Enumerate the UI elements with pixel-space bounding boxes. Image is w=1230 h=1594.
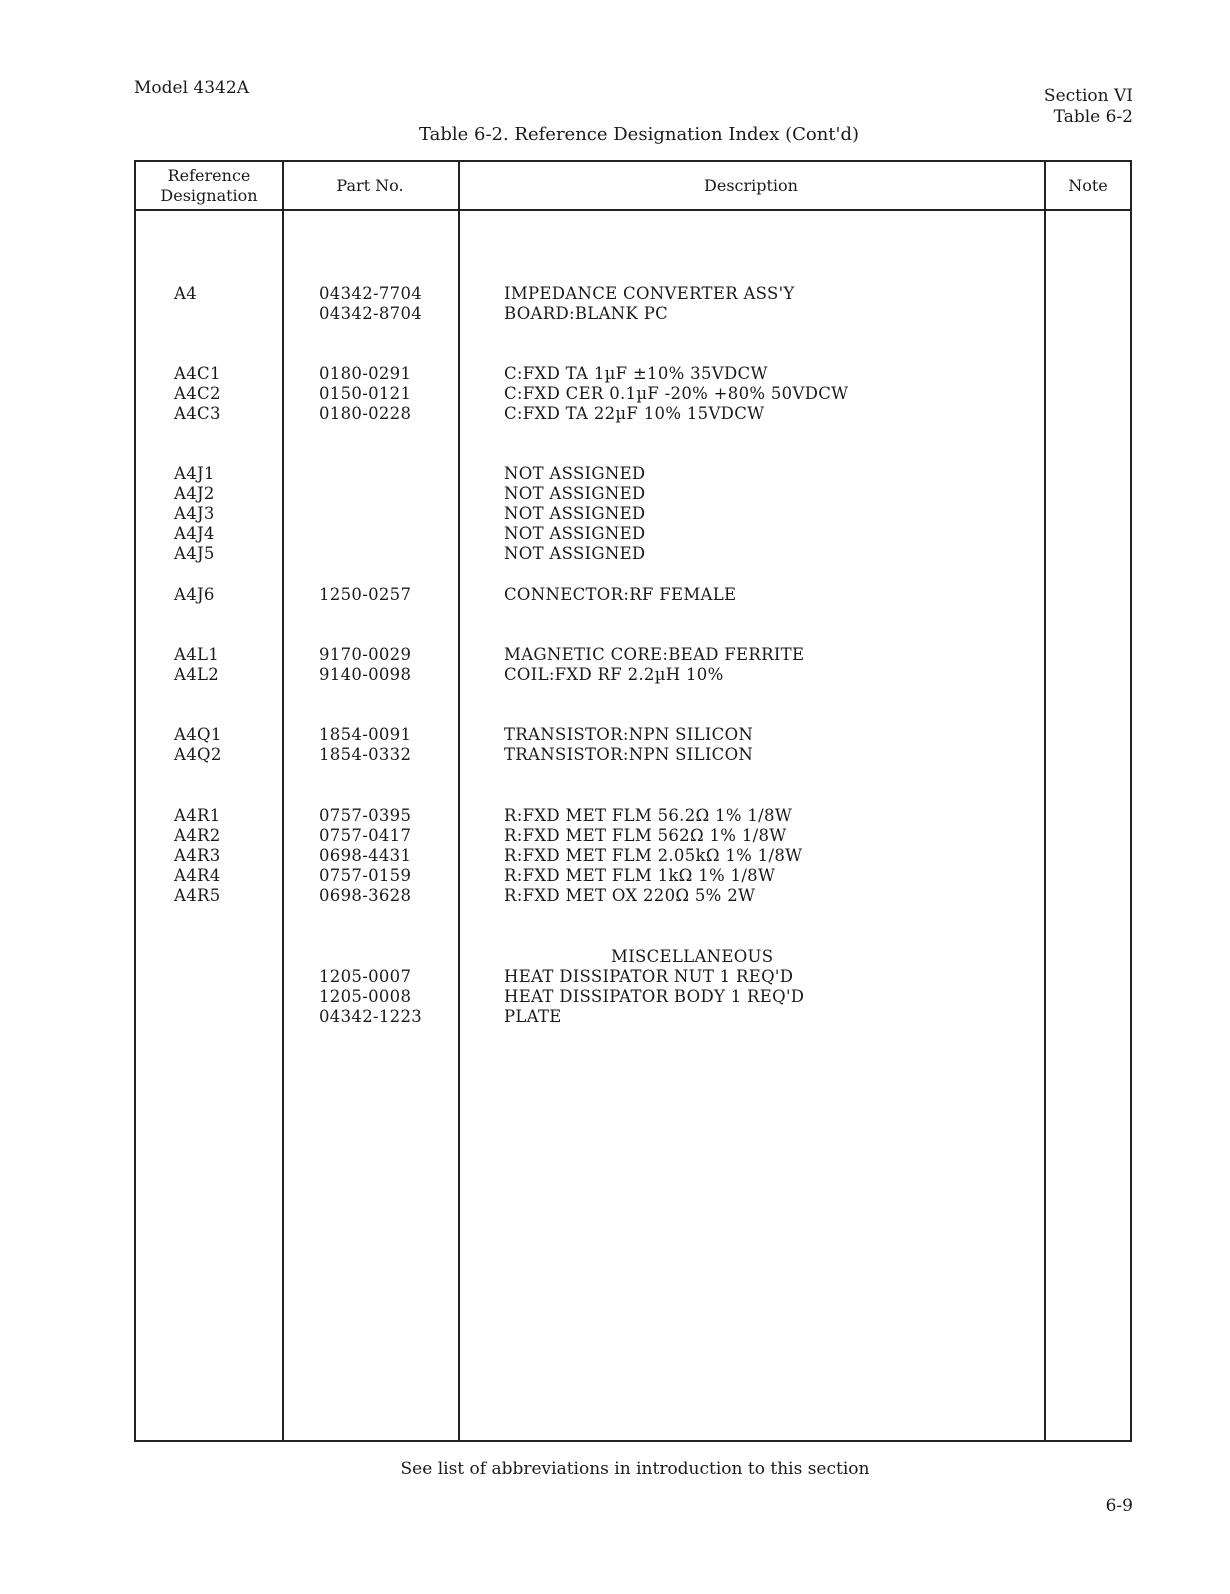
ref-cell: A4R1 [174, 806, 221, 825]
part-cell: 0180-0228 [319, 404, 412, 423]
desc-cell: R:FXD MET OX 220Ω 5% 2W [504, 886, 756, 905]
table-row [134, 967, 1132, 987]
ref-cell: A4R3 [174, 846, 221, 865]
desc-cell: NOT ASSIGNED [504, 544, 646, 563]
part-cell: 9170-0029 [319, 645, 412, 664]
table-row [134, 484, 1132, 504]
part-cell: 04342-7704 [319, 284, 423, 303]
header-divider [136, 209, 1130, 211]
table-row [134, 544, 1132, 564]
part-cell: 0757-0417 [319, 826, 412, 845]
header-reference-designation [136, 162, 282, 209]
desc-cell: NOT ASSIGNED [504, 484, 646, 503]
desc-cell: MAGNETIC CORE:BEAD FERRITE [504, 645, 805, 664]
part-cell: 0698-4431 [319, 846, 412, 865]
desc-cell: R:FXD MET FLM 562Ω 1% 1/8W [504, 826, 787, 845]
table-row [134, 524, 1132, 544]
header-description: Description [704, 175, 798, 195]
desc-cell: PLATE [504, 1007, 562, 1026]
table-row [134, 806, 1132, 826]
part-cell: 1854-0332 [319, 745, 412, 764]
table-row [134, 866, 1132, 886]
section-label: Section VI [1043, 86, 1133, 106]
desc-cell: IMPEDANCE CONVERTER ASS'Y [504, 284, 795, 303]
part-cell: 0757-0159 [319, 866, 412, 885]
desc-cell: COIL:FXD RF 2.2µH 10% [504, 665, 724, 684]
part-cell: 9140-0098 [319, 665, 412, 684]
table-row [134, 665, 1132, 685]
part-cell: 0757-0395 [319, 806, 412, 825]
desc-cell: C:FXD TA 22µF 10% 15VDCW [504, 404, 765, 423]
table-row [134, 504, 1132, 524]
table-row [134, 745, 1132, 765]
table-row [134, 987, 1132, 1007]
part-cell: 04342-1223 [319, 1007, 423, 1026]
desc-cell: NOT ASSIGNED [504, 464, 646, 483]
desc-cell: TRANSISTOR:NPN SILICON [504, 745, 754, 764]
table-row [134, 826, 1132, 846]
ref-cell: A4J5 [174, 544, 215, 563]
part-cell: 1205-0008 [319, 987, 412, 1006]
misc-heading: MISCELLANEOUS [611, 947, 774, 966]
part-cell: 0698-3628 [319, 886, 412, 905]
header-ref-line2: Designation [160, 185, 258, 205]
desc-cell: R:FXD MET FLM 1kΩ 1% 1/8W [504, 866, 776, 885]
desc-cell: CONNECTOR:RF FEMALE [504, 585, 737, 604]
desc-cell: BOARD:BLANK PC [504, 304, 669, 323]
table-row [134, 304, 1132, 324]
table-row [134, 384, 1132, 404]
table-row [134, 1007, 1132, 1027]
ref-cell: A4J2 [174, 484, 215, 503]
misc-heading-row [134, 947, 1132, 967]
part-cell: 1205-0007 [319, 967, 412, 986]
table-row [134, 364, 1132, 384]
part-cell: 0180-0291 [319, 364, 412, 383]
desc-cell: C:FXD TA 1µF ±10% 35VDCW [504, 364, 768, 383]
desc-cell: HEAT DISSIPATOR NUT 1 REQ'D [504, 967, 794, 986]
part-cell: 0150-0121 [319, 384, 412, 403]
ref-cell: A4J3 [174, 504, 215, 523]
desc-cell: TRANSISTOR:NPN SILICON [504, 725, 754, 744]
table-title: Table 6-2. Reference Designation Index (Cont'd) [419, 124, 860, 145]
ref-cell: A4R5 [174, 886, 221, 905]
ref-cell: A4J4 [174, 524, 215, 543]
ref-cell: A4J1 [174, 464, 215, 483]
ref-cell: A4L2 [174, 665, 220, 684]
table-row [134, 645, 1132, 665]
table-row [134, 404, 1132, 424]
desc-cell: C:FXD CER 0.1µF -20% +80% 50VDCW [504, 384, 849, 403]
ref-cell: A4C3 [174, 404, 221, 423]
column-divider [282, 162, 284, 1440]
table-row [134, 846, 1132, 866]
ref-cell: A4L1 [174, 645, 220, 664]
table-ref-label: Table 6-2 [1053, 107, 1133, 127]
desc-cell: NOT ASSIGNED [504, 504, 646, 523]
abbreviations-footnote: See list of abbreviations in introduction to this section [400, 1459, 870, 1479]
header-part-no: Part No. [336, 175, 404, 195]
desc-cell: HEAT DISSIPATOR BODY 1 REQ'D [504, 987, 805, 1006]
column-divider [1044, 162, 1046, 1440]
part-cell: 04342-8704 [319, 304, 423, 323]
ref-cell: A4Q1 [174, 725, 222, 744]
reference-designation-table [134, 160, 1132, 1442]
ref-cell: A4R4 [174, 866, 221, 885]
ref-cell: A4J6 [174, 585, 215, 604]
table-row [134, 886, 1132, 906]
column-divider [458, 162, 460, 1440]
ref-cell: A4C2 [174, 384, 221, 403]
table-row [134, 284, 1132, 304]
header-note: Note [1068, 175, 1108, 195]
part-cell: 1250-0257 [319, 585, 412, 604]
table-row [134, 725, 1132, 745]
desc-cell: R:FXD MET FLM 56.2Ω 1% 1/8W [504, 806, 793, 825]
header-ref-line1: Reference [167, 165, 251, 185]
ref-cell: A4 [174, 284, 198, 303]
ref-cell: A4C1 [174, 364, 221, 383]
ref-cell: A4Q2 [174, 745, 222, 764]
table-row [134, 464, 1132, 484]
part-cell: 1854-0091 [319, 725, 412, 744]
desc-cell: R:FXD MET FLM 2.05kΩ 1% 1/8W [504, 846, 803, 865]
desc-cell: NOT ASSIGNED [504, 524, 646, 543]
model-label: Model 4342A [134, 78, 249, 98]
ref-cell: A4R2 [174, 826, 221, 845]
table-row [134, 585, 1132, 605]
page-number: 6-9 [1105, 1496, 1133, 1516]
